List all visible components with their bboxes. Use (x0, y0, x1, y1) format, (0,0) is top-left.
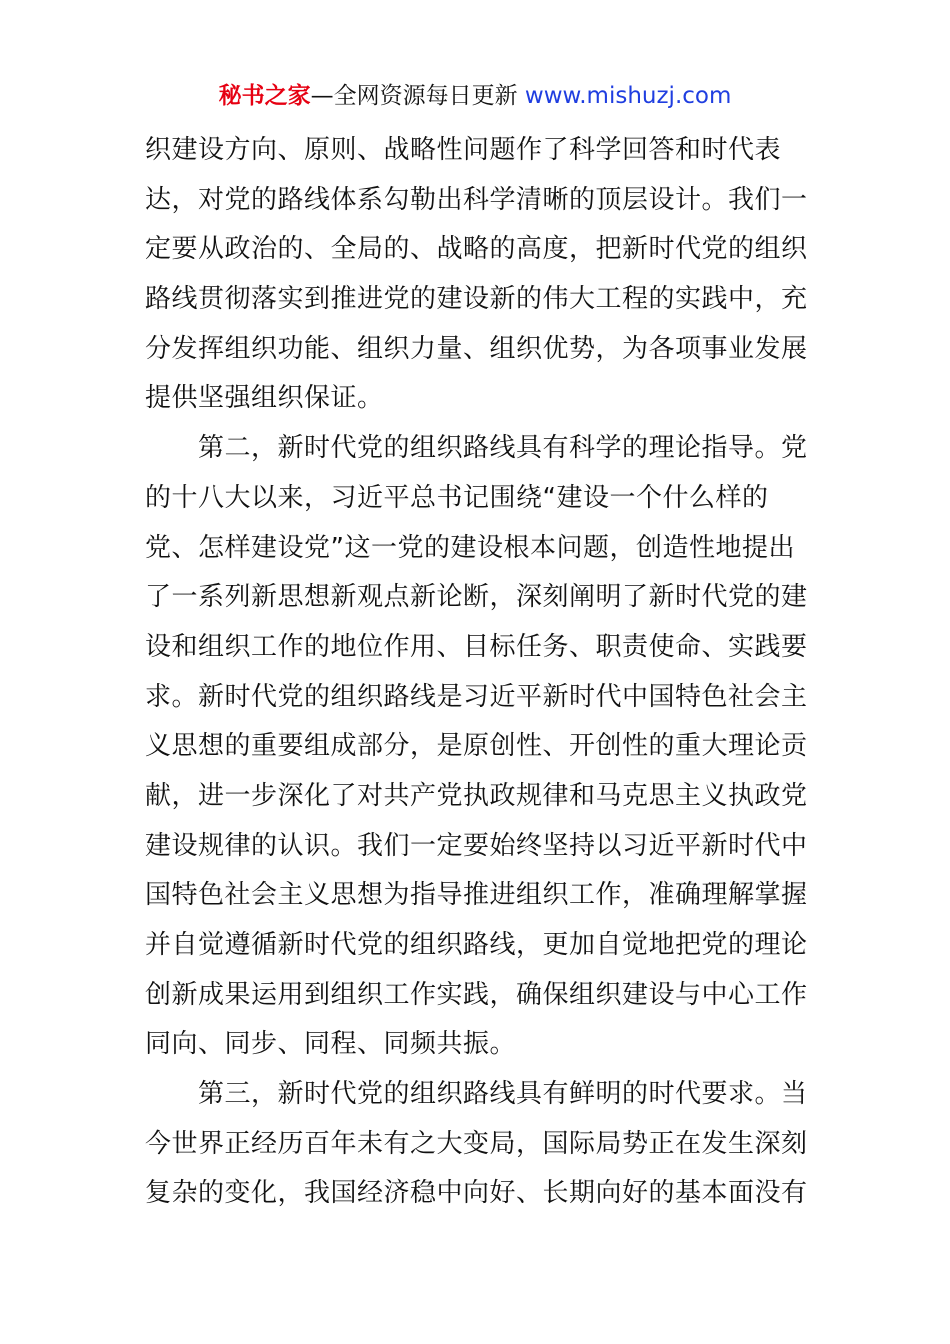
text-line: 的十八大以来，习近平总书记围绕“建设一个什么样的 (145, 482, 769, 513)
brand-name: 秘书之家 (218, 83, 311, 109)
text-line: 建设规律的认识。我们一定要始终坚持以习近平新时代中 (145, 830, 808, 861)
text-line: 织建设方向、原则、战略性问题作了科学回答和时代表 (145, 135, 782, 165)
text-line: 国特色社会主义思想为指导推进组织工作，准确理解掌握 (145, 880, 808, 911)
text-line: 今世界正经历百年未有之大变局，国际局势正在发生深刻 (145, 1128, 808, 1159)
header-url-link[interactable]: www.mishuzj.com (524, 83, 732, 109)
text-line: 献，进一步深化了对共产党执政规律和马克思主义执政党 (145, 780, 808, 811)
text-line: 分发挥组织功能、组织力量、组织优势，为各项事业发展 (145, 333, 808, 364)
text-line: 路线贯彻落实到推进党的建设新的伟大工程的实践中，充 (145, 284, 808, 315)
paragraph-start-line: 第二，新时代党的组织路线具有科学的理论指导。党 (145, 433, 808, 464)
text-line: 同向、同步、同程、同频共振。 (145, 1029, 517, 1060)
text-line: 设和组织工作的地位作用、目标任务、职责使命、实践要 (145, 631, 808, 662)
text-line: 并自觉遵循新时代党的组织路线，更加自觉地把党的理论 (145, 930, 808, 960)
text-line: 定要从政治的、全局的、战略的高度，把新时代党的组织 (145, 234, 808, 265)
text-line: 创新成果运用到组织工作实践，确保组织建设与中心工作 (145, 979, 808, 1010)
text-line: 义思想的重要组成部分，是原创性、开创性的重大理论贡 (145, 731, 808, 762)
text-line: 党、怎样建设党”这一党的建设根本问题，创造性地提出 (145, 532, 795, 563)
paragraph-start-line: 第三，新时代党的组织路线具有鲜明的时代要求。当 (145, 1079, 808, 1110)
header-tagline: —全网资源每日更新 (310, 83, 525, 109)
text-line: 求。新时代党的组织路线是习近平新时代中国特色社会主 (145, 681, 808, 712)
text-line: 了一系列新思想新观点新论断，深刻阐明了新时代党的建 (145, 582, 808, 613)
text-line: 达，对党的路线体系勾勒出科学清晰的顶层设计。我们一 (145, 184, 808, 215)
page-header (0, 80, 950, 112)
document-body (145, 126, 810, 1219)
text-line: 复杂的变化，我国经济稳中向好、长期向好的基本面没有 (145, 1178, 808, 1209)
text-line: 提供坚强组织保证。 (145, 383, 384, 414)
